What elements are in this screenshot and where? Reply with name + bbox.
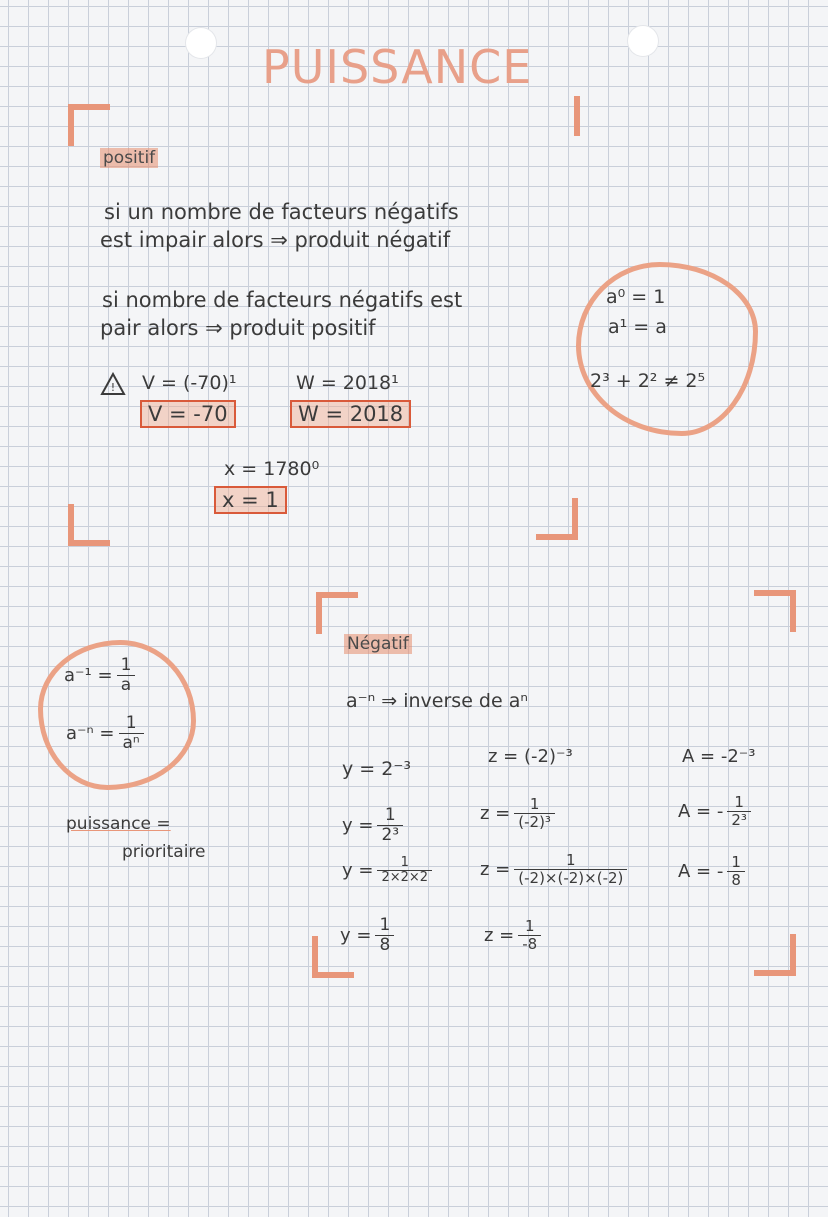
cloud-right-line2: a¹ = a (608, 316, 667, 338)
a-line3-lhs: A = - (678, 860, 724, 882)
z-line2-num: 1 (529, 795, 540, 813)
negatif-label: Négatif (344, 634, 412, 654)
negatif-definition: a⁻ⁿ ⇒ inverse de aⁿ (346, 690, 528, 712)
z-line3-den: (-2)×(-2)×(-2) (514, 869, 627, 887)
cloud-right-line3: 2³ + 2² ≠ 2⁵ (590, 370, 706, 392)
cloud-right-outline (576, 262, 758, 436)
binder-hole-right (628, 26, 658, 56)
example-w-result: W = 2018 (290, 400, 411, 428)
cloud-left-a-neg1 (64, 656, 135, 694)
z-line1: z = (-2)⁻³ (488, 746, 573, 767)
y-line3-den: 2×2×2 (377, 870, 432, 885)
y-line2-den: 2³ (377, 825, 403, 845)
y-line2 (342, 806, 403, 844)
a-negn-lhs: a⁻ⁿ = (66, 722, 115, 744)
rule-odd-line2: est impair alors ⇒ produit négatif (100, 228, 451, 252)
a-line2-num: 1 (734, 793, 744, 811)
priority-note-line2: prioritaire (122, 842, 206, 862)
y-line2-lhs: y = (342, 814, 374, 836)
a-line3-den: 8 (727, 871, 745, 889)
bracket-positif-bottom-right (536, 498, 578, 540)
y-line3 (342, 856, 432, 886)
example-x-result: x = 1 (214, 486, 287, 514)
y-line1: y = 2⁻³ (342, 758, 411, 780)
z-line2-den: (-2)³ (514, 813, 555, 831)
y-line3-num: 1 (400, 855, 409, 870)
z-line2 (480, 796, 555, 830)
z-line3 (480, 852, 627, 886)
a-line2-lhs: A = - (678, 800, 724, 822)
page-title: PUISSANCE (262, 40, 533, 94)
a-neg1-den: a (117, 675, 135, 695)
binder-hole-left (186, 28, 216, 58)
a-neg1-num: 1 (120, 655, 132, 675)
y-line4-lhs: y = (340, 924, 372, 946)
a-negn-num: 1 (125, 713, 137, 733)
bracket-positif-top-left (68, 104, 110, 146)
a-line1: A = -2⁻³ (682, 746, 756, 767)
y-line4-num: 1 (379, 915, 391, 935)
z-line4-lhs: z = (484, 924, 515, 946)
z-line4-den: -8 (518, 935, 541, 953)
svg-text:!: ! (110, 381, 116, 394)
y-line2-num: 1 (384, 805, 396, 825)
bracket-title-underline (540, 96, 580, 136)
y-line4 (340, 916, 394, 954)
z-line3-num: 1 (566, 851, 576, 869)
warning-triangle-icon (100, 372, 126, 400)
example-v-expr: V = (-70)¹ (142, 372, 237, 394)
cloud-left-a-negn (66, 714, 144, 752)
rule-even-line2: pair alors ⇒ produit positif (100, 316, 376, 340)
bracket-negatif-top-right (754, 590, 796, 632)
a-neg1-lhs: a⁻¹ = (64, 664, 113, 686)
z-line4-num: 1 (524, 917, 535, 935)
y-line3-lhs: y = (342, 860, 374, 882)
priority-note-line1: puissance = (66, 814, 171, 834)
rule-even-line1: si nombre de facteurs négatifs est (102, 288, 463, 312)
bracket-negatif-bottom-right (754, 934, 796, 976)
z-line4 (484, 918, 541, 952)
example-w-expr: W = 2018¹ (296, 372, 399, 394)
a-line2 (678, 794, 751, 828)
a-line3 (678, 854, 745, 888)
rule-odd-line1: si un nombre de facteurs négatifs (104, 200, 459, 224)
a-line2-den: 2³ (727, 811, 751, 829)
z-line3-lhs: z = (480, 858, 511, 880)
z-line2-lhs: z = (480, 802, 511, 824)
a-negn-den: aⁿ (119, 733, 144, 753)
a-line3-num: 1 (731, 853, 741, 871)
example-v-result: V = -70 (140, 400, 236, 428)
bracket-negatif-top-left (316, 592, 358, 634)
y-line4-den: 8 (375, 935, 394, 955)
cloud-right-line1: a⁰ = 1 (606, 286, 666, 308)
example-x-expr: x = 1780⁰ (224, 458, 320, 480)
positif-label: positif (100, 148, 158, 168)
bracket-positif-bottom-left (68, 504, 110, 546)
